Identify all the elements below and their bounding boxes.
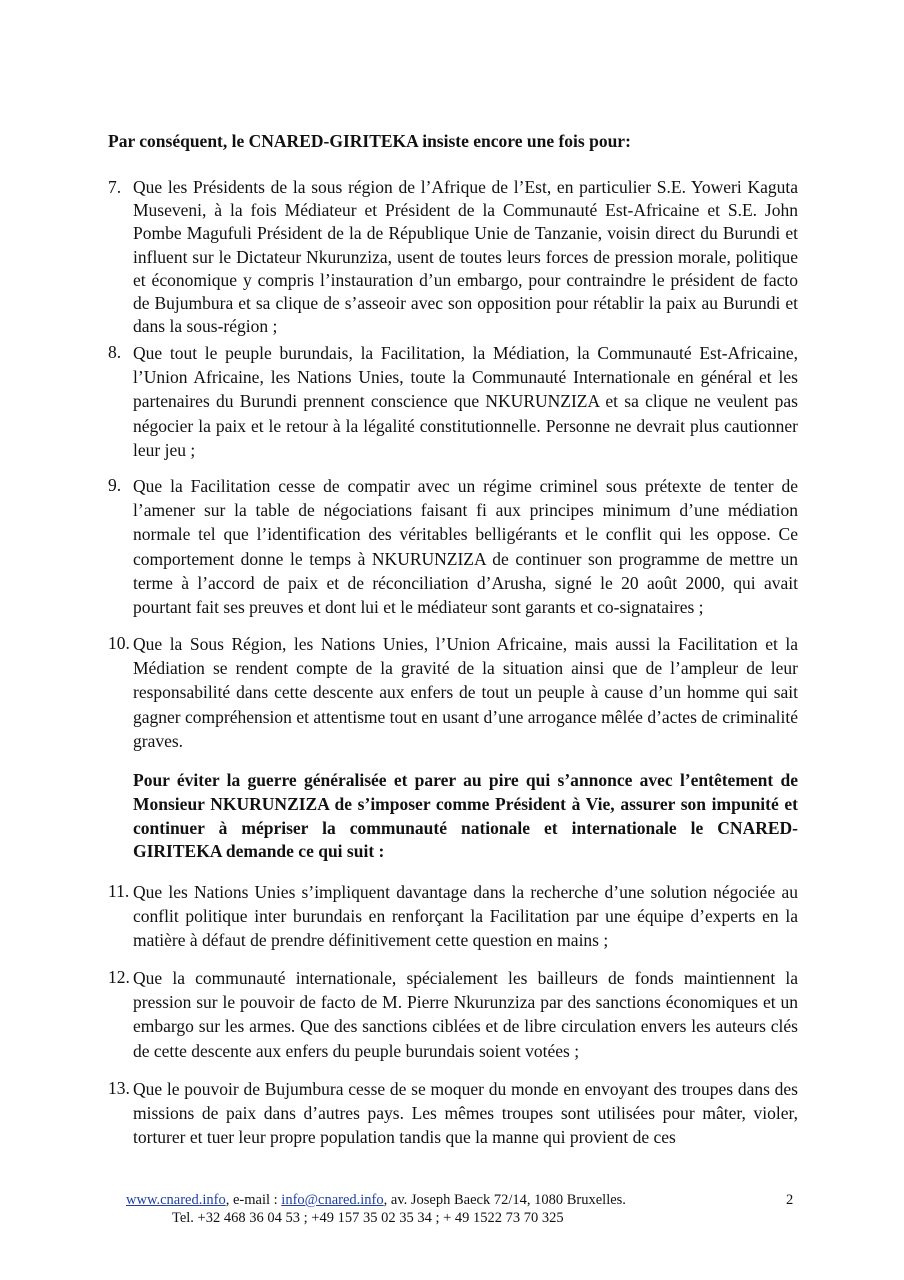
list-item-number: 8. <box>108 342 122 362</box>
list-item-number: 10. <box>108 633 130 653</box>
list-item-number: 12. <box>108 967 130 987</box>
list-item-12 <box>108 966 798 1063</box>
email-label: , e-mail : <box>225 1192 282 1208</box>
list-item-text: Que tout le peuple burundais, la Facilitation, la Médiation, la Communauté Est-Africaine, l’Union Africaine, les Nations Unies, toute la Communauté Internationale en général et les partenaires du Burundi prennent conscience que NKURUNZIZA et sa clique ne veulent pas négocier la paix et le retour à la légalité constitutionnelle. Personne ne devrait plus cautionner leur jeu ; <box>133 343 798 460</box>
list-item-number: 7. <box>108 177 122 197</box>
footer-address: , av. Joseph Baeck 72/14, 1080 Bruxelles. <box>383 1192 626 1208</box>
footer-phone-line: Tel. +32 468 36 04 53 ; +49 157 35 02 35 34 ; + 49 1522 73 70 325 <box>172 1210 564 1226</box>
list-item-number: 13. <box>108 1078 130 1098</box>
list-item-text: Que le pouvoir de Bujumbura cesse de se moquer du monde en envoyant des troupes dans des missions de paix dans d’autres pays. Les mêmes troupes sont utilisées pour mâter, violer, torturer et tuer leur propre population tandis que la manne qui provient de ces <box>133 1079 798 1148</box>
list-item-9 <box>108 474 798 619</box>
list-item-10 <box>108 632 798 753</box>
list-item-13 <box>108 1077 798 1150</box>
page-number: 2 <box>786 1192 794 1208</box>
website-link[interactable]: www.cnared.info <box>126 1192 226 1208</box>
demands-heading: Pour éviter la guerre généralisée et parer au pire qui s’annonce avec l’entêtement de Monsieur NKURUNZIZA de s’imposer comme Président à Vie, assurer son impunité et continuer à mépriser la communauté nationale et internationale le CNARED-GIRITEKA demande ce qui suit : <box>133 770 798 862</box>
list-item-number: 9. <box>108 475 122 495</box>
list-item-text: Que les Nations Unies s’impliquent davantage dans la recherche d’une solution négociée au conflit politique inter burundais en renforçant la Facilitation par une équipe d’experts en la matière à défaut de prendre définitivement cette question en mains ; <box>133 882 798 951</box>
list-item-text: Que la Facilitation cesse de compatir avec un régime criminel sous prétexte de tenter de l’amener sur la table de négociations faisant fi aux principes minimum d’une médiation normale tel que l’identification des véritables belligérants et le conflit qui les oppose. Ce comportement donne le temps à NKURUNZIZA de continuer son programme de mettre un terme à l’accord de paix et de réconciliation d’Arusha, signé le 20 août 2000, qui avait pourtant fait ses preuves et dont lui et le médiateur sont garants et co-signataires ; <box>133 476 798 618</box>
list-item-11 <box>108 880 798 953</box>
intro-heading: Par conséquent, le CNARED-GIRITEKA insiste encore une fois pour: <box>108 131 631 151</box>
list-item-7 <box>108 176 798 338</box>
list-item-text: Que les Présidents de la sous région de l’Afrique de l’Est, en particulier S.E. Yoweri Kaguta Museveni, à la fois Médiateur et Président de la Communauté Est-Africaine et S.E. John Pombe Magufuli Président de la de République Unie de Tanzanie, voisin direct du Burundi et influent sur le Dictateur Nkurunziza, usent de toutes leurs forces de pression morale, politique et économique y compris l’instauration d’un embargo, pour contraindre le président de facto de Bujumbura et sa clique de s’asseoir avec son opposition pour rétablir la paix au Burundi et dans la sous-région ; <box>133 177 798 337</box>
footer-contact-line <box>126 1192 626 1209</box>
list-item-8 <box>108 341 798 462</box>
list-item-number: 11. <box>108 881 130 901</box>
list-item-text: Que la communauté internationale, spécialement les bailleurs de fonds maintiennent la pression sur le pouvoir de facto de M. Pierre Nkurunziza par des sanctions économiques et un embargo sur les armes. Que des sanctions ciblées et de libre circulation envers les auteurs clés de cette descente aux enfers du peuple burundais soient votées ; <box>133 968 798 1061</box>
list-item-text: Que la Sous Région, les Nations Unies, l’Union Africaine, mais aussi la Facilitation et la Médiation se rendent compte de la gravité de la situation ainsi que de l’ampleur de leur responsabilité dans cette descente aux enfers de tout un peuple à cause d’un homme qui sait gagner compréhension et attentisme tout en usant d’une arrogance mêlée d’actes de criminalité graves. <box>133 634 798 751</box>
email-link[interactable]: info@cnared.info <box>281 1192 384 1208</box>
